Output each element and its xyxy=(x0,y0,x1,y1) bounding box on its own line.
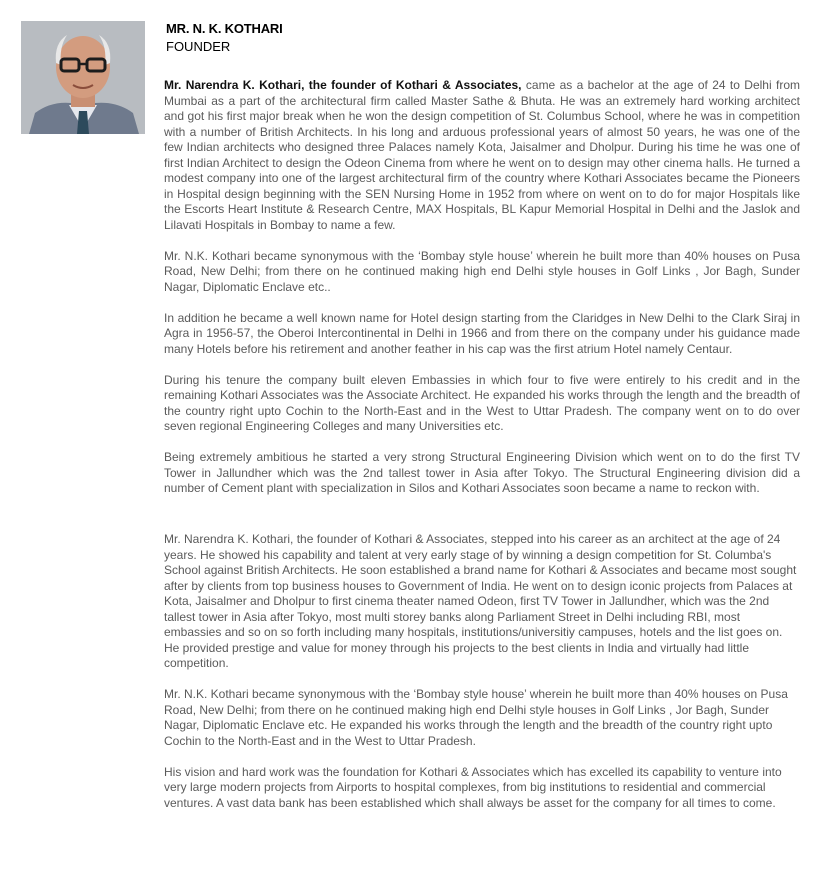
profile-header xyxy=(166,21,282,55)
bio-paragraph-7: Mr. N.K. Kothari became synonymous with the ‘Bombay style house’ wherein he built more than 40% houses on Pusa Road, New Delhi; from there on he continued making high end Delhi style houses in Golf Links , Jor Bagh, Sunder Nagar, Diplomatic Enclave etc. He expanded his works through the length and the breadth of the country right upto Cochin to the North-East and in the West to Uttar Pradesh. xyxy=(164,687,788,748)
founder-name: MR. N. K. KOTHARI xyxy=(166,21,283,36)
bio-paragraph-4: During his tenure the company built eleven Embassies in which four to five were entirely to his credit and in the remaining Kothari Associates was the Associate Architect. He expanded his works through the length and the breadth of the country right upto Cochin to the North-East and in the West to Uttar Pradesh. The company went on to do over seven regional Engineering Colleges and many Universities etc. xyxy=(164,372,800,433)
bio-paragraph-6: Mr. Narendra K. Kothari, the founder of Kothari & Associates, stepped into his career as an architect at the age of 24 years. He showed his capability and talent at very early stage of by winning a design competition for St. Columba's School against British Architects. He soon established a brand name for Kothari & Associates and became most sought after by clients from top business houses to Government of India. He went on to design iconic projects from Palaces at Kota, Jaisalmer and Dholpur to first cinema theater named Odeon, first TV Tower in Jallundher, which was the 2nd tallest tower in Asia after Tokyo, most multi storey banks along Parliament Street in Delhi including RBI, most embassies and so on so forth including many hospitals, institutions/universitiy campuses, hotels and the list goes on. He provided prestige and value for money through his projects to the best clients in India and virtually had little competition. xyxy=(164,532,797,670)
bio-paragraph-1-text: came as a bachelor at the age of 24 to Delhi from Mumbai as a part of the architectural firm called Master Sathe & Bhuta. He was an extremely hard working architect and got his first major break when he won the design competition of St. Columbus School, where he was in competition with a number of British Architects. In his long and arduous professional years of almost 50 years, he was one of the few Indian architects who designed three Palaces namely Kota, Jaisalmer and Dholpur. During his time he was one of first Indian Architect to design the Odeon Cinema from where he went on to design may other cinema halls. He turned a modest company into one of the largest architectural firm of the country where Kothari Associates became the Pioneers in Hospital design beginning with the SEN Nursing Home in 1952 from where on went on to do for major Hospitals like the Escorts Heart Institute & Research Centre, MAX Hospitals, BL Kapur Memorial Hospital in Delhi and the Jaslok and Lilavati Hospitals in Bombay to name a few. xyxy=(164,78,801,232)
bio-paragraph-1 xyxy=(164,78,800,233)
bio-lead-text: Mr. Narendra K. Kothari, the founder of Kothari & Associates, xyxy=(164,78,522,92)
biography xyxy=(164,78,800,827)
founder-role: FOUNDER xyxy=(166,39,231,54)
founder-portrait-image xyxy=(21,21,145,134)
bio-paragraph-5: Being extremely ambitious he started a very strong Structural Engineering Division which went on to do the first TV Tower in Jallundher which was the 2nd tallest tower in Asia after Tokyo. The Structural Engineering division did a number of Cement plant with specialization in Silos and Kothari Associates soon became a name to reckon with. xyxy=(164,450,800,495)
bio-paragraph-3: In addition he became a well known name for Hotel design starting from the Claridges in New Delhi to the Clark Siraj in Agra in 1956-57, the Oberoi Intercontinental in Delhi in 1966 and from there on the company under his guidance made many Hotels before his retirement and another feather in his cap was the first atrium Hotel namely Centaur. xyxy=(164,310,800,356)
section-spacer xyxy=(164,512,800,532)
bio-paragraph-2: Mr. N.K. Kothari became synonymous with the ‘Bombay style house’ wherein he built more than 40% houses on Pusa Road, New Delhi; from there on he continued making high end Delhi style houses in Golf Links , Jor Bagh, Sunder Nagar, Diplomatic Enclave etc.. xyxy=(164,248,800,294)
bio-paragraph-8: His vision and hard work was the foundation for Kothari & Associates which has excelled its capability to venture into very large modern projects from Airports to hospital complexes, from big institutions to residential and commercial ventures. A vast data bank has been established which shall always be asset for the company for all times to come. xyxy=(164,764,782,810)
founder-photo xyxy=(21,21,145,134)
